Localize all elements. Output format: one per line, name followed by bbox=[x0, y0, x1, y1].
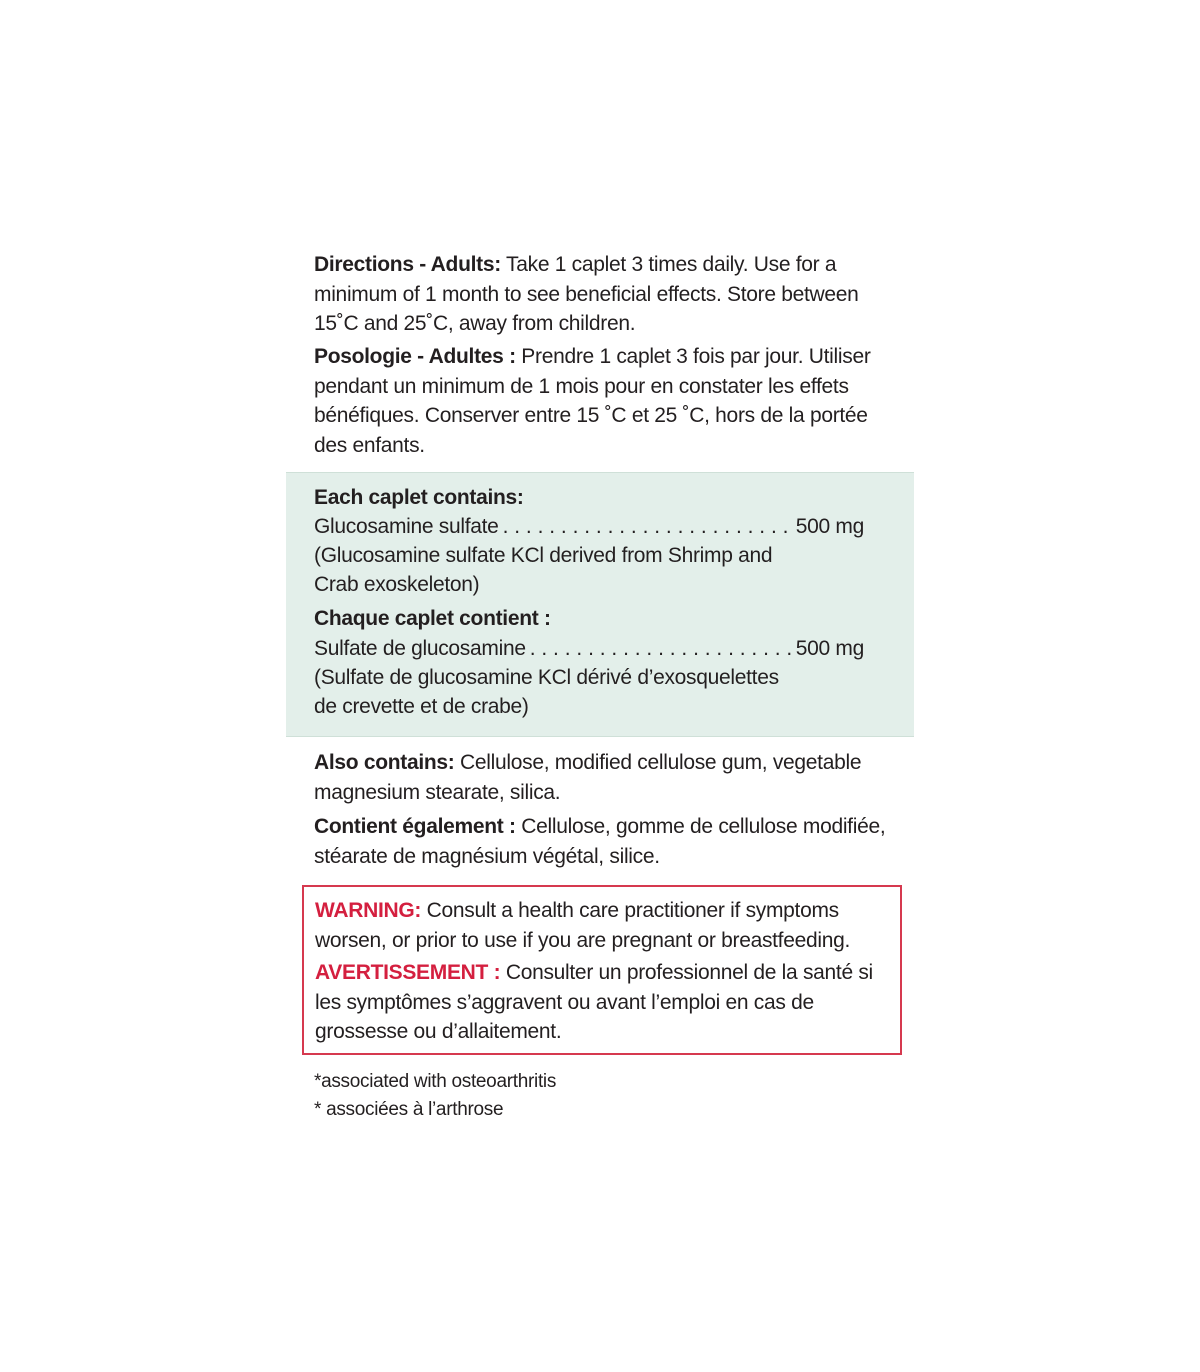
ingredient-en-name: Glucosamine sulfate bbox=[314, 515, 499, 538]
footnote-fr: * associées à l’arthrose bbox=[314, 1099, 504, 1120]
also-contains-fr-label: Contient également : bbox=[314, 815, 516, 838]
footnote-en: *associated with osteoarthritis bbox=[314, 1071, 557, 1092]
also-contains-en-label: Also contains: bbox=[314, 751, 455, 774]
leader-dots bbox=[530, 637, 792, 661]
ingredients-fr-source-line1: (Sulfate de glucosamine KCl dérivé d’exosquelettes bbox=[314, 666, 779, 689]
also-contains-fr-text: Cellulose, gomme de cellulose modifiée, stéarate de magnésium végétal, silice. bbox=[314, 815, 886, 868]
leader-dots bbox=[503, 515, 792, 539]
warning-en-text: Consult a health care practitioner if symptoms worsen, or prior to use if you are pregnant or breastfeeding. bbox=[315, 899, 851, 952]
warning-box bbox=[302, 885, 902, 1055]
also-contains-en-text: Cellulose, modified cellulose gum, vegetable magnesium stearate, silica. bbox=[314, 751, 862, 804]
directions-fr-label: Posologie - Adultes : bbox=[314, 345, 516, 368]
ingredients-fr-source-line2: de crevette et de crabe) bbox=[314, 695, 529, 718]
directions-en bbox=[314, 250, 894, 339]
ingredients-fr-item bbox=[314, 637, 864, 661]
directions-en-label: Directions - Adults: bbox=[314, 253, 501, 276]
ingredient-en-amount: 500 mg bbox=[795, 515, 864, 538]
directions-en-text: Take 1 caplet 3 times daily. Use for a minimum of 1 month to see beneficial effects. Store between 15˚C and 25˚C, away from children. bbox=[314, 253, 859, 335]
ingredients-en-item bbox=[314, 515, 864, 539]
warning-en-label: WARNING: bbox=[315, 899, 422, 922]
directions-fr bbox=[314, 342, 904, 460]
warning-fr-text: Consulter un professionnel de la santé si les symptômes s’aggravent ou avant l’emploi en cas de grossesse ou d’allaitement. bbox=[315, 961, 873, 1043]
also-contains-fr bbox=[314, 812, 904, 871]
ingredient-fr-name: Sulfate de glucosamine bbox=[314, 637, 526, 660]
also-contains-en bbox=[314, 748, 904, 807]
warning-fr-label: AVERTISSEMENT : bbox=[315, 961, 501, 984]
ingredients-en-source-line1: (Glucosamine sulfate KCl derived from Shrimp and bbox=[314, 544, 773, 567]
ingredient-fr-amount: 500 mg bbox=[795, 637, 864, 660]
ingredients-fr-heading: Chaque caplet contient : bbox=[314, 607, 551, 630]
ingredients-panel bbox=[286, 472, 914, 737]
warning-en bbox=[315, 896, 895, 955]
directions-fr-text: Prendre 1 caplet 3 fois par jour. Utiliser pendant un minimum de 1 mois pour en constater les effets bénéfiques. Conserver entre 15 ˚C et 25 ˚C, hors de la portée des enfants. bbox=[314, 345, 871, 457]
warning-fr bbox=[315, 958, 895, 1047]
ingredients-en-source-line2: Crab exoskeleton) bbox=[314, 573, 480, 596]
ingredients-en-heading: Each caplet contains: bbox=[314, 486, 524, 509]
